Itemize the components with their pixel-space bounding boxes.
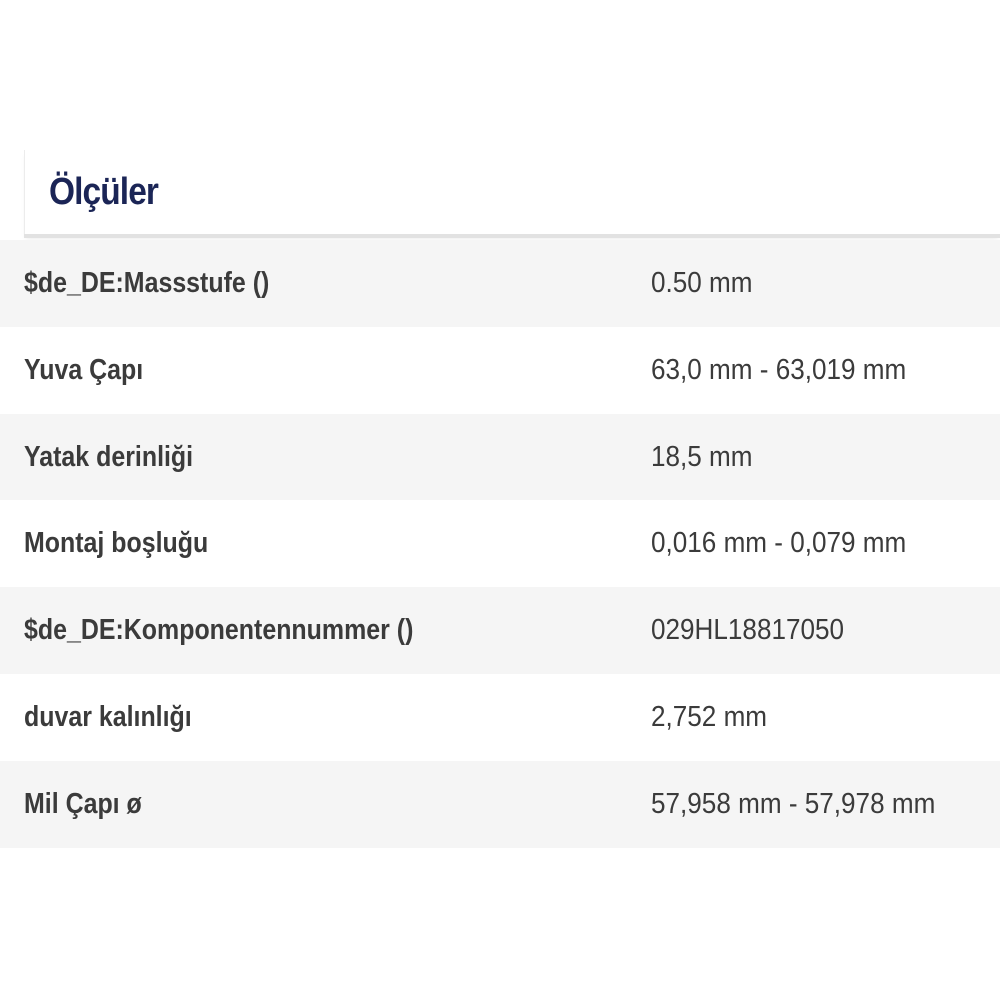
spec-label: duvar kalınlığı xyxy=(24,700,192,733)
spec-label: Yuva Çapı xyxy=(24,353,144,386)
table-row xyxy=(0,500,1000,587)
spec-value: 0.50 mm xyxy=(651,267,753,299)
spec-label: $de_DE:Komponentennummer () xyxy=(24,614,414,647)
spec-label: Yatak derinliği xyxy=(24,440,194,473)
spec-table xyxy=(0,240,1000,848)
spec-value: 2,752 mm xyxy=(651,700,768,733)
spec-value: 0,016 mm - 0,079 mm xyxy=(651,527,907,560)
spec-value: 57,958 mm - 57,978 mm xyxy=(651,787,936,820)
spec-value: 63,0 mm - 63,019 mm xyxy=(651,353,907,386)
spec-label: Mil Çapı ø xyxy=(24,787,142,820)
table-row xyxy=(0,761,1000,848)
table-row xyxy=(0,327,1000,414)
table-row xyxy=(0,414,1000,501)
section-title: Ölçüler xyxy=(49,171,159,213)
table-row xyxy=(0,240,1000,327)
spec-value: 029HL18817050 xyxy=(651,614,845,647)
table-row xyxy=(0,674,1000,761)
spec-label: Montaj boşluğu xyxy=(24,527,209,560)
section-header xyxy=(24,150,1000,236)
spec-label: $de_DE:Massstufe () xyxy=(24,267,270,299)
spec-value: 18,5 mm xyxy=(651,440,753,473)
table-row xyxy=(0,587,1000,674)
section-divider xyxy=(24,234,1000,238)
